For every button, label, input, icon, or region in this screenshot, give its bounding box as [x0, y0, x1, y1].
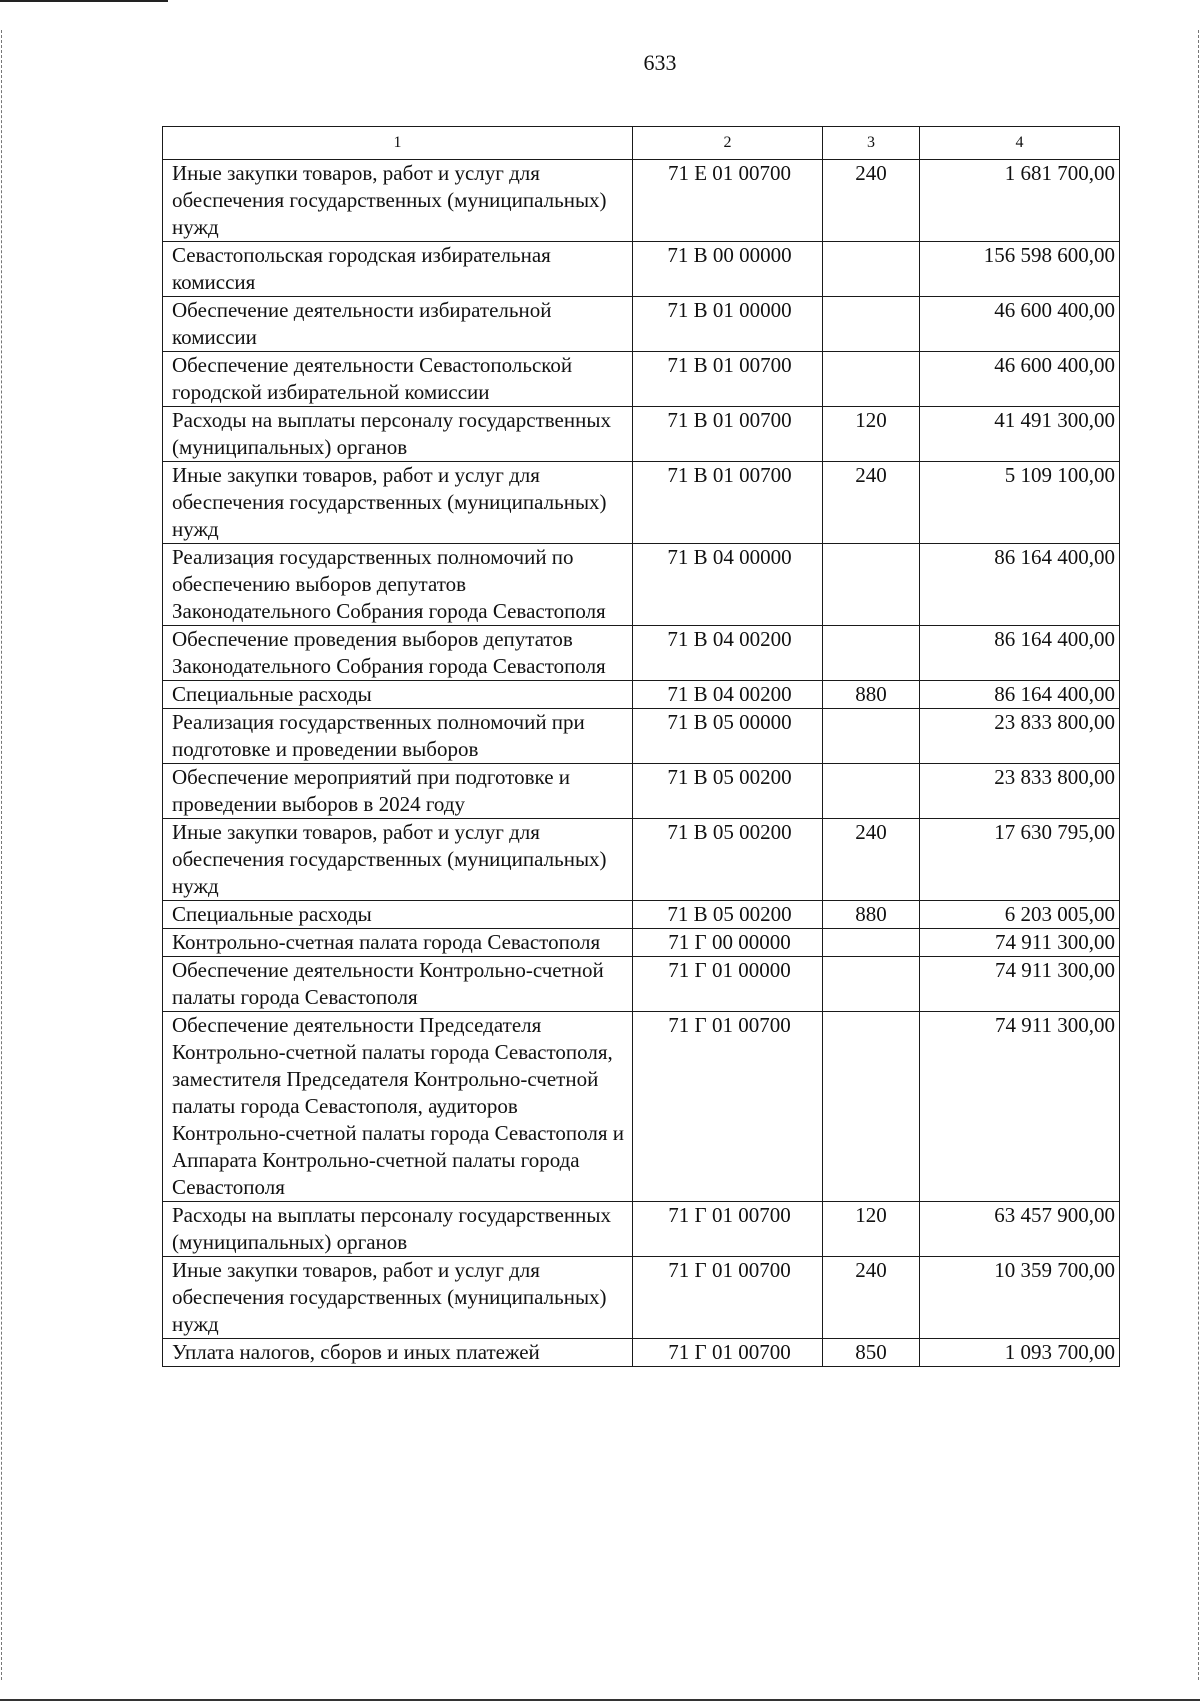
row-sum: 86 164 400,00 — [920, 681, 1120, 709]
row-name: Реализация государственных полномочий по обеспечению выборов депутатов Законодательного Собрания города Севастополя — [163, 544, 633, 626]
table-row — [163, 160, 1120, 242]
table-row — [163, 709, 1120, 764]
table-row — [163, 1339, 1120, 1367]
row-sum: 46 600 400,00 — [920, 352, 1120, 407]
row-name: Севастопольская городская избирательная комиссия — [163, 242, 633, 297]
row-name: Расходы на выплаты персоналу государственных (муниципальных) органов — [163, 407, 633, 462]
row-expense-type — [823, 929, 920, 957]
row-code: 71 В 05 00200 — [633, 901, 823, 929]
row-name: Специальные расходы — [163, 901, 633, 929]
row-expense-type — [823, 626, 920, 681]
page-number: 633 — [643, 50, 677, 75]
row-code: 71 Г 01 00700 — [633, 1339, 823, 1367]
row-expense-type — [823, 957, 920, 1012]
scan-border-right — [1198, 30, 1199, 1680]
table-row — [163, 407, 1120, 462]
row-sum: 10 359 700,00 — [920, 1257, 1120, 1339]
row-name: Уплата налогов, сборов и иных платежей — [163, 1339, 633, 1367]
row-sum: 63 457 900,00 — [920, 1202, 1120, 1257]
table-row — [163, 764, 1120, 819]
row-expense-type: 850 — [823, 1339, 920, 1367]
row-sum: 41 491 300,00 — [920, 407, 1120, 462]
row-code: 71 В 00 00000 — [633, 242, 823, 297]
row-expense-type — [823, 297, 920, 352]
row-sum: 23 833 800,00 — [920, 764, 1120, 819]
scan-border-top — [0, 0, 168, 2]
row-name: Иные закупки товаров, работ и услуг для обеспечения государственных (муниципальных) нужд — [163, 1257, 633, 1339]
row-code: 71 В 04 00000 — [633, 544, 823, 626]
row-sum: 23 833 800,00 — [920, 709, 1120, 764]
row-code: 71 В 01 00700 — [633, 407, 823, 462]
column-header-type: 3 — [823, 127, 920, 160]
table-row — [163, 819, 1120, 901]
table-row — [163, 462, 1120, 544]
row-name: Реализация государственных полномочий при подготовке и проведении выборов — [163, 709, 633, 764]
row-expense-type — [823, 764, 920, 819]
row-expense-type: 240 — [823, 462, 920, 544]
row-code: 71 В 04 00200 — [633, 681, 823, 709]
row-code: 71 В 01 00000 — [633, 297, 823, 352]
row-name: Расходы на выплаты персоналу государственных (муниципальных) органов — [163, 1202, 633, 1257]
row-expense-type: 240 — [823, 1257, 920, 1339]
row-code: 71 Е 01 00700 — [633, 160, 823, 242]
row-name: Обеспечение деятельности избирательной комиссии — [163, 297, 633, 352]
row-sum: 1 093 700,00 — [920, 1339, 1120, 1367]
row-name: Обеспечение деятельности Председателя Контрольно-счетной палаты города Севастополя, заместителя Председателя Контрольно-счетной палаты города Севастополя, аудиторов Контрольно-счетной палаты города Севастополя и Аппарата Контрольно-счетной палаты города Севастополя — [163, 1012, 633, 1202]
table-row — [163, 352, 1120, 407]
row-name: Иные закупки товаров, работ и услуг для обеспечения государственных (муниципальных) нужд — [163, 160, 633, 242]
row-expense-type: 120 — [823, 1202, 920, 1257]
row-name: Иные закупки товаров, работ и услуг для обеспечения государственных (муниципальных) нужд — [163, 819, 633, 901]
row-name: Иные закупки товаров, работ и услуг для обеспечения государственных (муниципальных) нужд — [163, 462, 633, 544]
row-expense-type: 880 — [823, 901, 920, 929]
table-row — [163, 929, 1120, 957]
row-expense-type — [823, 1012, 920, 1202]
scan-border-left — [1, 30, 2, 1680]
row-code: 71 Г 01 00700 — [633, 1257, 823, 1339]
row-code: 71 В 05 00200 — [633, 764, 823, 819]
row-expense-type: 880 — [823, 681, 920, 709]
row-sum: 17 630 795,00 — [920, 819, 1120, 901]
row-code: 71 Г 01 00700 — [633, 1012, 823, 1202]
row-name: Контрольно-счетная палата города Севастополя — [163, 929, 633, 957]
row-expense-type — [823, 242, 920, 297]
row-name: Обеспечение мероприятий при подготовке и проведении выборов в 2024 году — [163, 764, 633, 819]
column-header-code: 2 — [633, 127, 823, 160]
row-name: Обеспечение проведения выборов депутатов Законодательного Собрания города Севастополя — [163, 626, 633, 681]
row-sum: 86 164 400,00 — [920, 544, 1120, 626]
row-sum: 74 911 300,00 — [920, 957, 1120, 1012]
column-header-sum: 4 — [920, 127, 1120, 160]
table-row — [163, 1202, 1120, 1257]
row-code: 71 В 05 00000 — [633, 709, 823, 764]
table-row — [163, 681, 1120, 709]
row-sum: 6 203 005,00 — [920, 901, 1120, 929]
header-row — [163, 127, 1120, 160]
row-sum: 5 109 100,00 — [920, 462, 1120, 544]
row-code: 71 Г 00 00000 — [633, 929, 823, 957]
table-row — [163, 297, 1120, 352]
row-expense-type: 240 — [823, 160, 920, 242]
row-expense-type — [823, 709, 920, 764]
row-expense-type — [823, 544, 920, 626]
row-code: 71 В 04 00200 — [633, 626, 823, 681]
row-sum: 46 600 400,00 — [920, 297, 1120, 352]
row-expense-type: 240 — [823, 819, 920, 901]
table-row — [163, 901, 1120, 929]
row-code: 71 В 01 00700 — [633, 462, 823, 544]
row-sum: 74 911 300,00 — [920, 929, 1120, 957]
row-code: 71 Г 01 00700 — [633, 1202, 823, 1257]
row-name: Обеспечение деятельности Севастопольской городской избирательной комиссии — [163, 352, 633, 407]
table-row — [163, 242, 1120, 297]
row-sum: 86 164 400,00 — [920, 626, 1120, 681]
budget-table — [162, 126, 1120, 1367]
row-sum: 1 681 700,00 — [920, 160, 1120, 242]
table-row — [163, 1257, 1120, 1339]
table-row — [163, 957, 1120, 1012]
row-expense-type: 120 — [823, 407, 920, 462]
table-row — [163, 626, 1120, 681]
row-code: 71 В 05 00200 — [633, 819, 823, 901]
row-sum: 156 598 600,00 — [920, 242, 1120, 297]
column-header-name: 1 — [163, 127, 633, 160]
row-name: Специальные расходы — [163, 681, 633, 709]
table-row — [163, 1012, 1120, 1202]
row-expense-type — [823, 352, 920, 407]
row-code: 71 В 01 00700 — [633, 352, 823, 407]
row-name: Обеспечение деятельности Контрольно-счетной палаты города Севастополя — [163, 957, 633, 1012]
table-row — [163, 544, 1120, 626]
row-sum: 74 911 300,00 — [920, 1012, 1120, 1202]
row-code: 71 Г 01 00000 — [633, 957, 823, 1012]
